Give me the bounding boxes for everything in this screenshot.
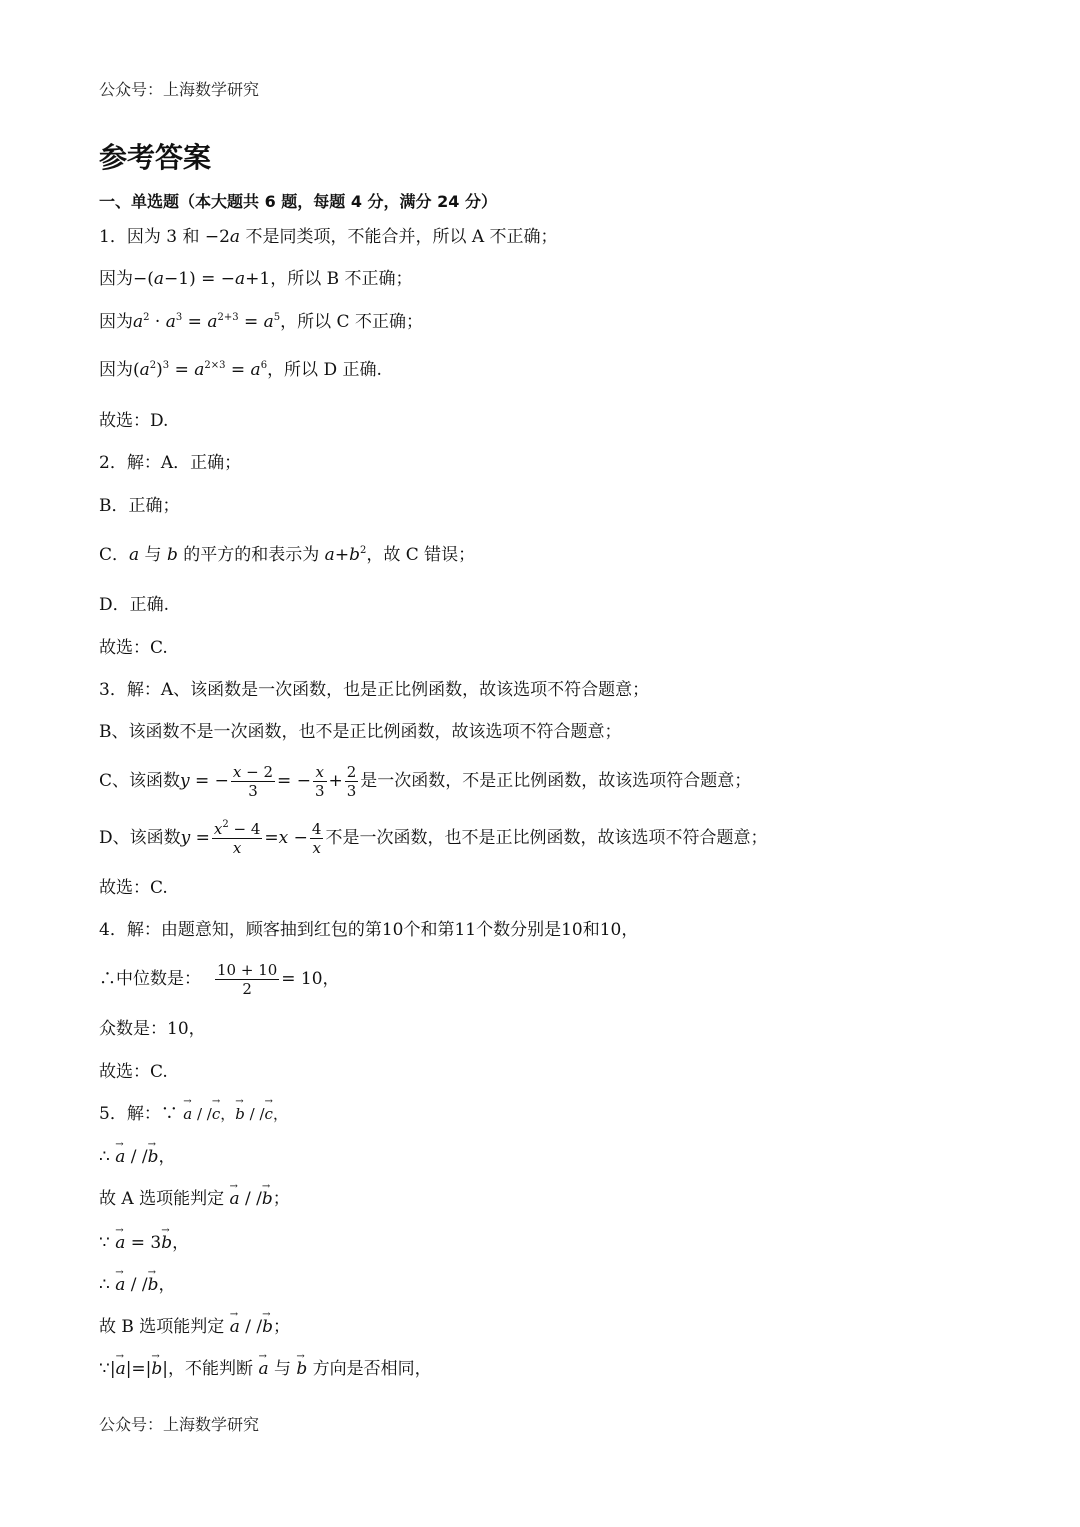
formula-d: $(a^2)^3 = a^{2\times 3} = a^6$	[133, 360, 268, 380]
formula-q3d: y = $\frac{x^2 - 4}{x}$ = x − $\frac{4}{x}$	[180, 818, 322, 857]
q4-line-1: 4．解：由题意知，顾客抽到红包的第10个和第11个数分别是10和10，	[99, 920, 639, 940]
q1-line-2: 因为−(a−1) = −a+1，所以 B 不正确；	[99, 269, 413, 289]
q4-answer: 故选：C.	[99, 1062, 168, 1082]
page-header: 公众号：上海数学研究	[99, 80, 260, 99]
q5-line-6: 故 B 选项能判定 → a / /→ b；	[99, 1315, 290, 1339]
q5-line-3: 故 A 选项能判定 → a / /→ b；	[99, 1187, 290, 1211]
fraction-median: $\frac{10 + 10}{2}$	[217, 960, 278, 998]
q2-line-1: 2．解：A．正确；	[99, 453, 242, 473]
q1-line-1: 1．因为 3 和 −2a 不是同类项，不能合并，所以 A 不正确；	[99, 227, 558, 247]
vector-expr-4: → a = 3→ b，	[115, 1233, 189, 1253]
q5-line-1: 5．解：∵ → a / /→ c，→ b / /→ c，	[99, 1102, 288, 1126]
section-heading: 一、单选题（本大题共 6 题，每题 4 分，满分 24 分）	[99, 192, 497, 211]
q3-line-3: C、该函数 y = − $\frac{x - 2}{3}$ = − $\frac{x}{3}$ + $\frac{2}{3}$ 是一次函数，不是正比例函数，故该选项符合题意；	[99, 762, 752, 800]
vector-a: → a	[258, 1357, 268, 1381]
q2-line-3: C．a 与 b 的平方的和表示为 $a+b^2$，故 C 错误；	[99, 545, 476, 565]
q5-line-2: ∴ → a / /→ b，	[99, 1145, 176, 1169]
vector-expr-3: → a / /→ b；	[230, 1189, 290, 1209]
q3-answer: 故选：C.	[99, 878, 168, 898]
vector-expr-7: |→ a|=|→ b|	[110, 1359, 168, 1379]
vector-expr-5: → a / /→ b，	[115, 1275, 175, 1295]
vector-expr-6: → a / /→ b；	[230, 1317, 290, 1337]
vector-expr-2: → a / /→ b，	[115, 1147, 175, 1167]
q4-line-3: 众数是：10，	[99, 1019, 206, 1039]
q1-line-4: 因为$(a^2)^3 = a^{2\times 3} = a^6$，所以 D 正确.	[99, 360, 382, 380]
q2-line-4: D．正确.	[99, 595, 170, 615]
q3-line-2: B、该函数不是一次函数，也不是正比例函数，故该选项不符合题意；	[99, 722, 622, 742]
q5-line-4: ∵ → a = 3→ b，	[99, 1231, 189, 1255]
q2-answer: 故选：C.	[99, 638, 168, 658]
q3-line-1: 3．解：A、该函数是一次函数，也是正比例函数，故该选项不符合题意；	[99, 680, 650, 700]
q1-answer: 故选：D.	[99, 411, 169, 431]
vector-expr-1: → a / /→ c，→ b / /→ c，	[183, 1105, 288, 1123]
vector-b: → b	[296, 1357, 307, 1381]
q4-line-2: ∴中位数是： $\frac{10 + 10}{2}$ = 10，	[99, 960, 340, 998]
q5-line-5: ∴ → a / /→ b，	[99, 1273, 176, 1297]
formula-q3c: y = − $\frac{x - 2}{3}$ = − $\frac{x}{3}$ + $\frac{2}{3}$	[180, 762, 357, 800]
page-footer: 公众号：上海数学研究	[99, 1415, 260, 1434]
q1-line-3: 因为$a^2 \cdot a^3 = a^{2+3} = a^5$，所以 C 不正确；	[99, 312, 423, 332]
q2-line-2: B．正确；	[99, 496, 180, 516]
q3-line-4: D、该函数 y = $\frac{x^2 - 4}{x}$ = x − $\frac{4}{x}$ 不是一次函数，也不是正比例函数，故该选项不符合题意；	[99, 818, 768, 857]
q5-line-7: ∵|→ a|=|→ b|，不能判断 → a 与 → b 方向是否相同，	[99, 1357, 432, 1381]
page-title: 参考答案	[99, 141, 212, 174]
formula-c: $a^2 \cdot a^3 = a^{2+3} = a^5$	[133, 312, 281, 332]
